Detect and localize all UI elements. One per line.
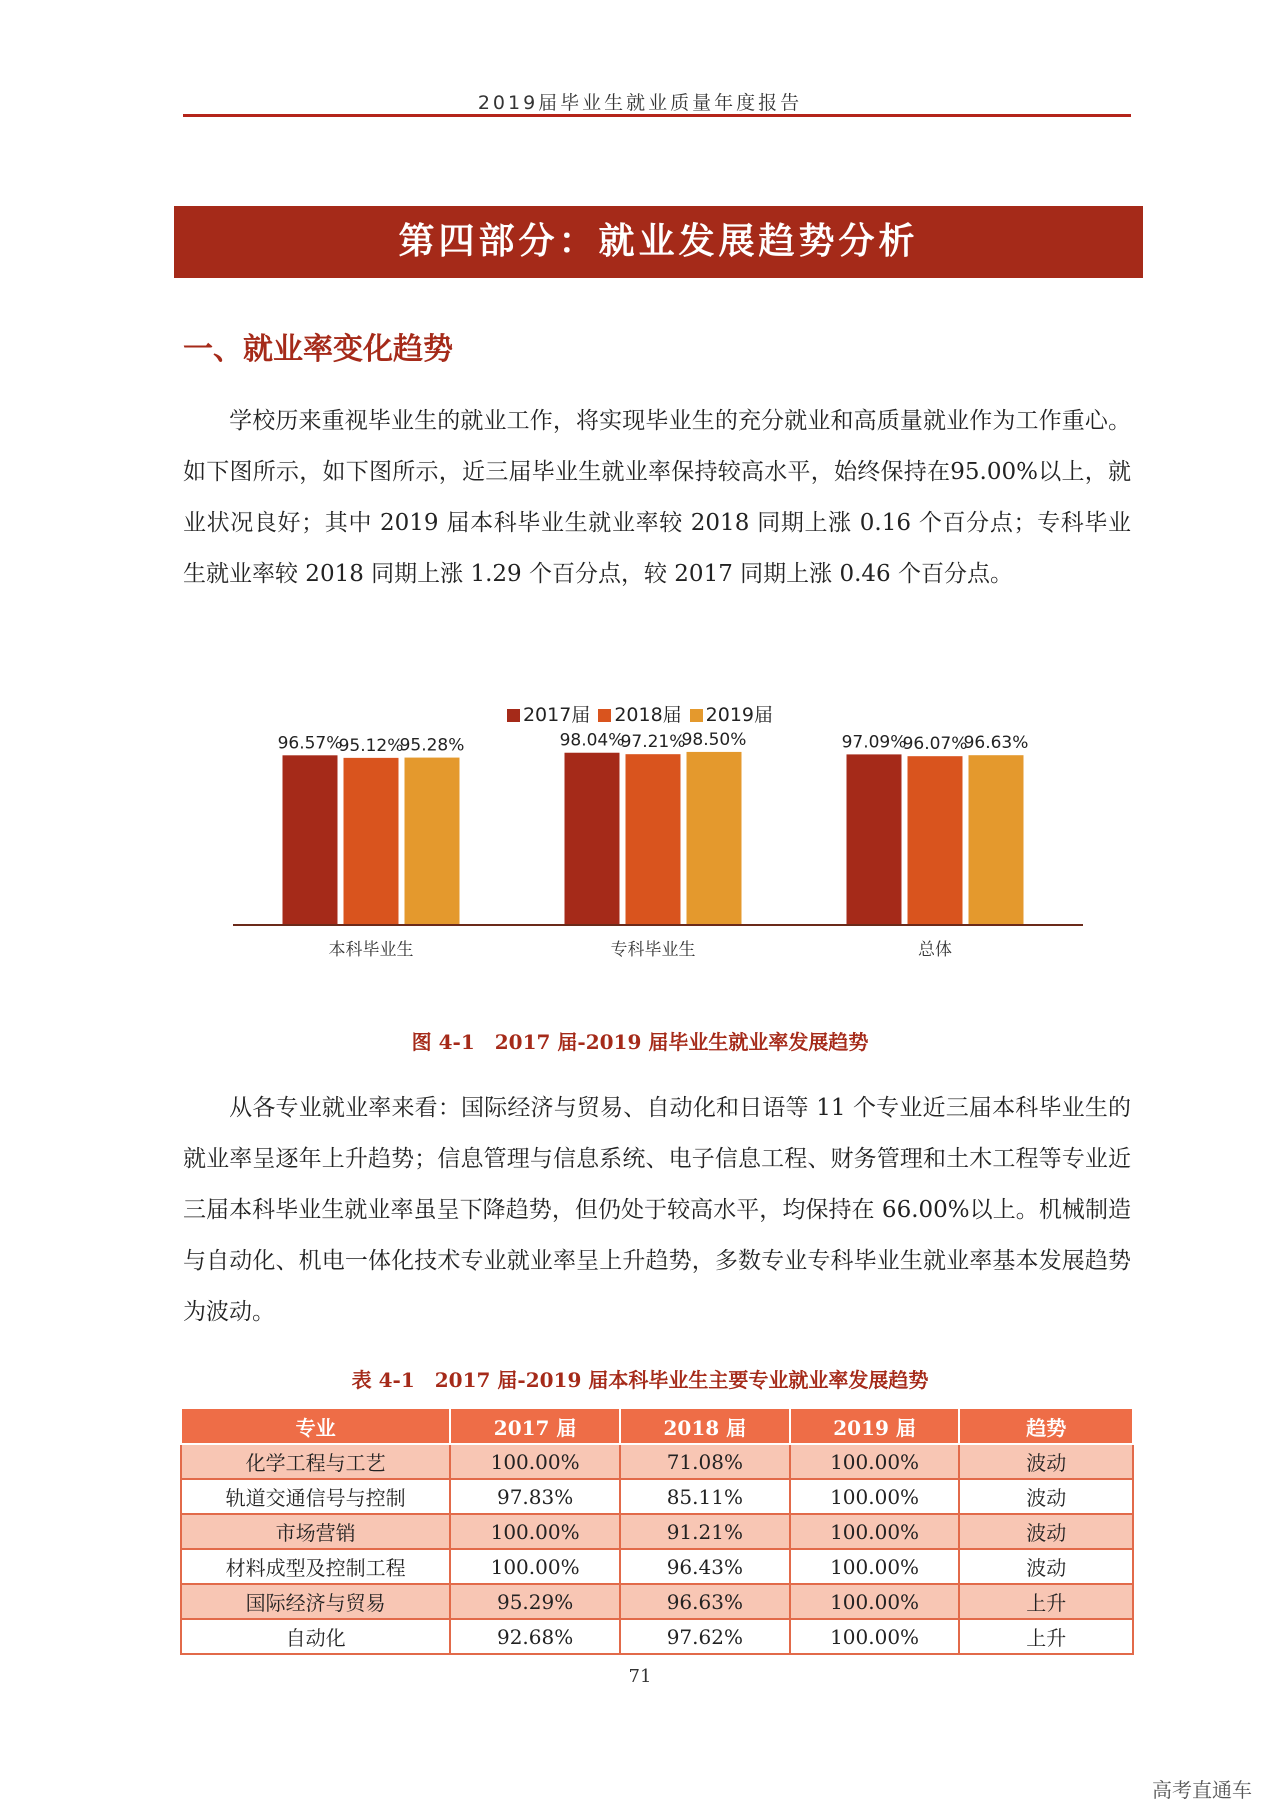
watermark: 高考直通车 — [1152, 1778, 1252, 1802]
bar-2019届-专科毕业生 — [687, 752, 742, 925]
table-header-2019: 2019 届 — [790, 1408, 960, 1444]
table-row — [181, 1479, 1133, 1514]
table-row — [181, 1584, 1133, 1619]
paragraph-2-text: 从各专业就业率来看：国际经济与贸易、自动化和日语等 11 个专业近三届本科毕业生的就业率呈逐年上升趋势；信息管理与信息系统、电子信息工程、财务管理和土木工程等专业近三届本科毕业生就业率虽呈下降趋势，但仍处于较高水平，均保持在 66.00%以上。机械制造与自动化、机电一体化技术专业就业率呈上升趋势，多数专业专科毕业生就业率基本发展趋势为波动。 — [183, 1095, 1131, 1325]
header-rule — [183, 114, 1131, 117]
table-cell-2017: 100.00% — [450, 1514, 620, 1549]
table-cell-major: 轨道交通信号与控制 — [181, 1479, 450, 1514]
table-cell-major: 自动化 — [181, 1619, 450, 1654]
table-cell-trend: 波动 — [959, 1549, 1133, 1584]
data-label: 97.21% — [620, 732, 686, 753]
table-cell-2019: 100.00% — [790, 1619, 960, 1654]
legend-label: 2018届 — [614, 704, 682, 726]
bar-2017届-总体 — [847, 754, 902, 925]
data-label: 96.63% — [963, 733, 1029, 754]
table-cell-2018: 91.21% — [620, 1514, 790, 1549]
table-row — [181, 1444, 1133, 1479]
figure-caption: 图 4-1 2017 届-2019 届毕业生就业率发展趋势 — [411, 1030, 869, 1054]
legend-label: 2019届 — [705, 704, 774, 726]
table-cell-2017: 100.00% — [450, 1549, 620, 1584]
data-label: 95.28% — [399, 735, 465, 756]
bar-2018届-专科毕业生 — [626, 754, 681, 925]
data-label: 98.50% — [681, 729, 747, 750]
table-row — [181, 1514, 1133, 1549]
data-label: 97.09% — [841, 732, 907, 753]
table-header-major: 专业 — [181, 1408, 450, 1444]
paragraph-1 — [183, 396, 1131, 600]
bar-2019届-本科毕业生 — [405, 758, 460, 925]
table-header-row — [181, 1408, 1133, 1444]
table-header-2018: 2018 届 — [620, 1408, 790, 1444]
data-label: 95.12% — [338, 735, 404, 756]
table-cell-trend: 波动 — [959, 1444, 1133, 1479]
bar-2017届-本科毕业生 — [283, 755, 338, 925]
data-label: 98.04% — [559, 730, 625, 751]
table-cell-trend: 上升 — [959, 1584, 1133, 1619]
data-label: 96.07% — [902, 734, 968, 755]
table-cell-2018: 85.11% — [620, 1479, 790, 1514]
table-cell-2018: 96.63% — [620, 1584, 790, 1619]
bar-chart-svg — [200, 690, 1120, 980]
paragraph-2 — [183, 1083, 1131, 1338]
bar-chart — [200, 690, 1120, 980]
category-label: 总体 — [918, 940, 952, 960]
page-number: 71 — [628, 1666, 652, 1687]
table-cell-2018: 71.08% — [620, 1444, 790, 1479]
table-cell-2017: 92.68% — [450, 1619, 620, 1654]
table-cell-2017: 100.00% — [450, 1444, 620, 1479]
table-cell-2018: 96.43% — [620, 1549, 790, 1584]
bar-2018届-本科毕业生 — [344, 758, 399, 925]
data-label: 96.57% — [277, 733, 343, 754]
table-cell-major: 国际经济与贸易 — [181, 1584, 450, 1619]
bar-2019届-总体 — [969, 755, 1024, 925]
table-caption: 表 4-1 2017 届-2019 届本科毕业生主要专业就业率发展趋势 — [351, 1368, 929, 1392]
header-title: 2019届毕业生就业质量年度报告 — [477, 92, 803, 114]
sub-heading: 一、就业率变化趋势 — [183, 332, 453, 367]
table-cell-2017: 97.83% — [450, 1479, 620, 1514]
table-row — [181, 1619, 1133, 1654]
table-cell-2018: 97.62% — [620, 1619, 790, 1654]
employment-rate-table — [180, 1407, 1134, 1655]
table-cell-2019: 100.00% — [790, 1584, 960, 1619]
category-label: 本科毕业生 — [328, 940, 414, 960]
category-label: 专科毕业生 — [610, 940, 696, 960]
table-row — [181, 1549, 1133, 1584]
table-cell-2019: 100.00% — [790, 1514, 960, 1549]
legend-label: 2017届 — [522, 704, 591, 726]
table-cell-2019: 100.00% — [790, 1549, 960, 1584]
table-cell-major: 材料成型及控制工程 — [181, 1549, 450, 1584]
table-cell-2017: 95.29% — [450, 1584, 620, 1619]
table-header-2017: 2017 届 — [450, 1408, 620, 1444]
table-cell-trend: 上升 — [959, 1619, 1133, 1654]
table-cell-trend: 波动 — [959, 1514, 1133, 1549]
table-cell-major: 市场营销 — [181, 1514, 450, 1549]
bar-2018届-总体 — [908, 756, 963, 925]
table-header-trend: 趋势 — [959, 1408, 1133, 1444]
section-banner: 第四部分：就业发展趋势分析 — [174, 206, 1143, 278]
table-cell-2019: 100.00% — [790, 1479, 960, 1514]
table-cell-major: 化学工程与工艺 — [181, 1444, 450, 1479]
bar-2017届-专科毕业生 — [565, 753, 620, 925]
table-cell-trend: 波动 — [959, 1479, 1133, 1514]
paragraph-1-text: 学校历来重视毕业生的就业工作，将实现毕业生的充分就业和高质量就业作为工作重心。如下图所示，如下图所示，近三届毕业生就业率保持较高水平，始终保持在95.00%以上，就业状况良好；其中 2019 届本科毕业生就业率较 2018 同期上涨 0.16 个百分点；专科毕业生就业率较 2018 同期上涨 1.29 个百分点，较 2017 同期上涨 0.46 个百分点。 — [183, 408, 1131, 587]
table-cell-2019: 100.00% — [790, 1444, 960, 1479]
